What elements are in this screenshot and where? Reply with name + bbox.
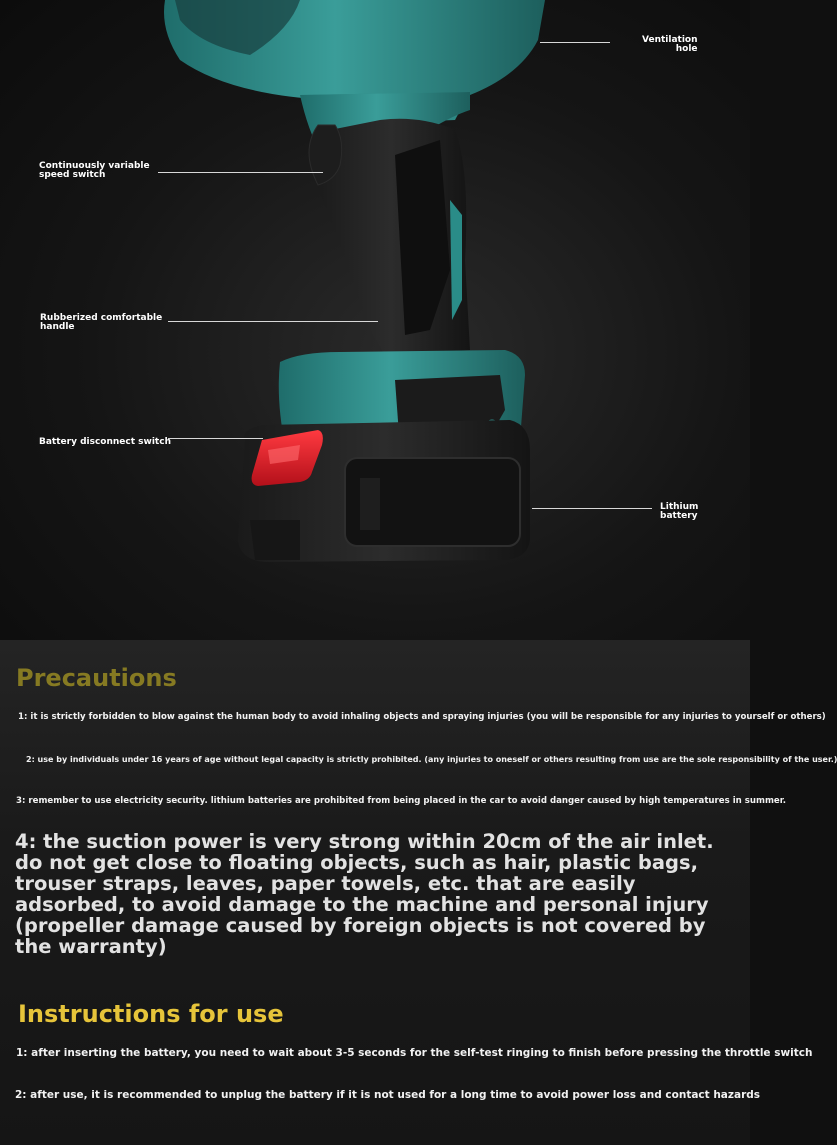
speed-switch-label: Continuously variable speed switch: [39, 161, 150, 180]
instructions-title: Instructions for use: [18, 1000, 284, 1028]
lithium-callout-line: [532, 508, 652, 509]
precaution-item-2: 2: use by individuals under 16 years of age without legal capacity is strictly prohibited. (any injuries to oneself or others resulting from use are the sole responsibility of the user.): [26, 755, 837, 764]
precaution-item-4: 4: the suction power is very strong within 20cm of the air inlet. do not get close to floating objects, such as hair, plastic bags, trouser straps, leaves, paper towels, etc. that are easily adsorbed, to avoid damage to the machine and personal injury (propeller damage caused by foreign objects is not covered by the warranty): [15, 830, 714, 958]
precaution-item-3: 3: remember to use electricity security. lithium batteries are prohibited from being placed in the car to avoid danger caused by high temperatures in summer.: [16, 796, 787, 806]
battery-switch-callout-line: [168, 438, 263, 439]
instruction-item-2: 2: after use, it is recommended to unplug the battery if it is not used for a long time to avoid power loss and contact hazards: [15, 1089, 761, 1101]
handle-callout-line: [168, 321, 378, 322]
lithium-battery-label: Lithium battery: [660, 502, 699, 521]
precaution-item-1: 1: it is strictly forbidden to blow against the human body to avoid inhaling objects and spraying injuries (you will be responsible for any injuries to yourself or others): [18, 712, 826, 722]
speed-switch-callout-line: [158, 172, 323, 173]
info-section: [0, 640, 837, 1145]
handle-label: Rubberized comfortable handle: [40, 313, 163, 332]
instruction-item-1: 1: after inserting the battery, you need to wait about 3-5 seconds for the self-test ringing to finish before pressing the throttle switch: [16, 1047, 813, 1059]
ventilation-callout-line: [540, 42, 610, 43]
ventilation-hole-label: Ventilation hole: [642, 35, 698, 54]
battery-disconnect-switch-label: Battery disconnect switch: [39, 437, 171, 447]
precautions-title: Precautions: [16, 664, 177, 692]
